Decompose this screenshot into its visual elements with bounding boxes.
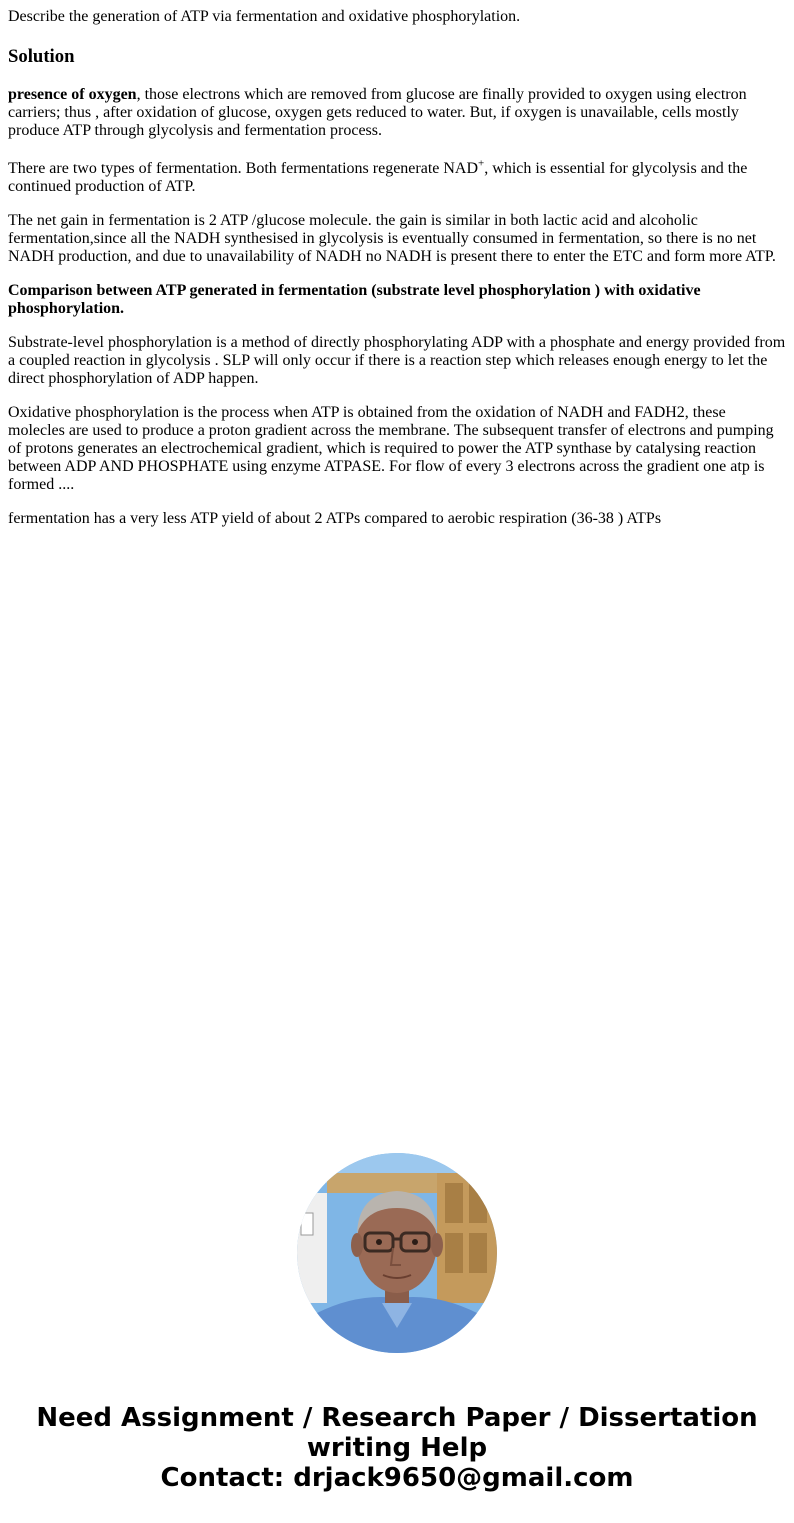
- superscript-plus: +: [478, 157, 485, 170]
- comparison-heading-bold: Comparison between ATP generated in fermentation (substrate level phosphorylation ) with oxidative phosphorylation.: [8, 282, 701, 317]
- paragraph-comparison-heading: [8, 282, 786, 318]
- cta-line-1: Need Assignment / Research Paper / Dissertation: [36, 1403, 758, 1433]
- paragraph-oxygen: [8, 86, 786, 140]
- cta-line-3: Contact: drjack9650@gmail.com: [160, 1463, 634, 1493]
- paragraph-yield: fermentation has a very less ATP yield of about 2 ATPs compared to aerobic respiration (36-38 ) ATPs: [8, 510, 662, 527]
- avatar-portrait: [297, 1153, 497, 1353]
- paragraph-oxidative: Oxidative phosphorylation is the process when ATP is obtained from the oxidation of NADH and FADH2, these molecles are used to produce a proton gradient across the membrane. The subsequent transfer of electrons and pumping of protons generates an electrochemical gradient, which is required to power the ATP synthase by catalysing reaction between ADP AND PHOSPHATE using enzyme ATPASE. For flow of every 3 electrons across the gradient one atp is formed ....: [8, 404, 774, 493]
- article-content: [8, 8, 786, 528]
- paragraph-oxygen-rest: , those electrons which are removed from glucose are finally provided to oxygen using electron carriers; thus , after oxidation of glucose, oxygen gets reduced to water. But, if oxygen is unavailable, cells mostly produce ATP through glycolysis and fermentation process.: [8, 86, 747, 139]
- cta-line-2: writing Help: [306, 1433, 488, 1463]
- question-text: Describe the generation of ATP via fermentation and oxidative phosphorylation.: [8, 8, 521, 25]
- paragraph-fermentation-types: [8, 157, 786, 196]
- avatar: [297, 1153, 497, 1353]
- paragraph-oxygen-bold: presence of oxygen: [8, 86, 137, 103]
- solution-heading: Solution: [8, 46, 75, 67]
- contact-banner: [0, 1403, 794, 1493]
- paragraph-fermentation-end: , which is essential for glycolysis and the continued production of ATP.: [8, 160, 748, 195]
- paragraph-substrate-level: Substrate-level phosphorylation is a method of directly phosphorylating ADP with a phosphate and energy provided from a coupled reaction in glycolysis . SLP will only occur if there is a reaction step which releases enough energy to let the direct phosphorylation of ADP happen.: [8, 334, 786, 387]
- paragraph-fermentation-start: There are two types of fermentation. Both fermentations regenerate NAD: [8, 160, 479, 177]
- paragraph-net-gain: The net gain in fermentation is 2 ATP /glucose molecule. the gain is similar in both lactic acid and alcoholic fermentation,since all the NADH synthesised in glycolysis is eventually consumed in fermentation, so there is no net NADH production, and due to unavailability of NADH no NADH is present there to enter the ETC and form more ATP.: [8, 212, 776, 265]
